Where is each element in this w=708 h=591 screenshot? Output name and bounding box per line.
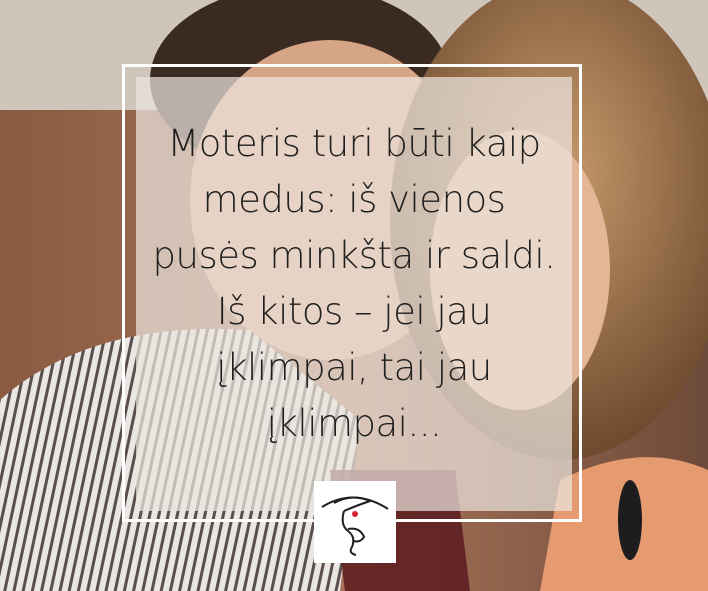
woman-with-hat-logo-icon bbox=[314, 481, 396, 563]
logo-badge bbox=[314, 481, 396, 563]
quote-text: Moteris turi būti kaip medus: iš vienos pusės minkšta ir saldi. Iš kitos – jei jau įklimpai, tai jau įklimpai... bbox=[152, 122, 556, 445]
